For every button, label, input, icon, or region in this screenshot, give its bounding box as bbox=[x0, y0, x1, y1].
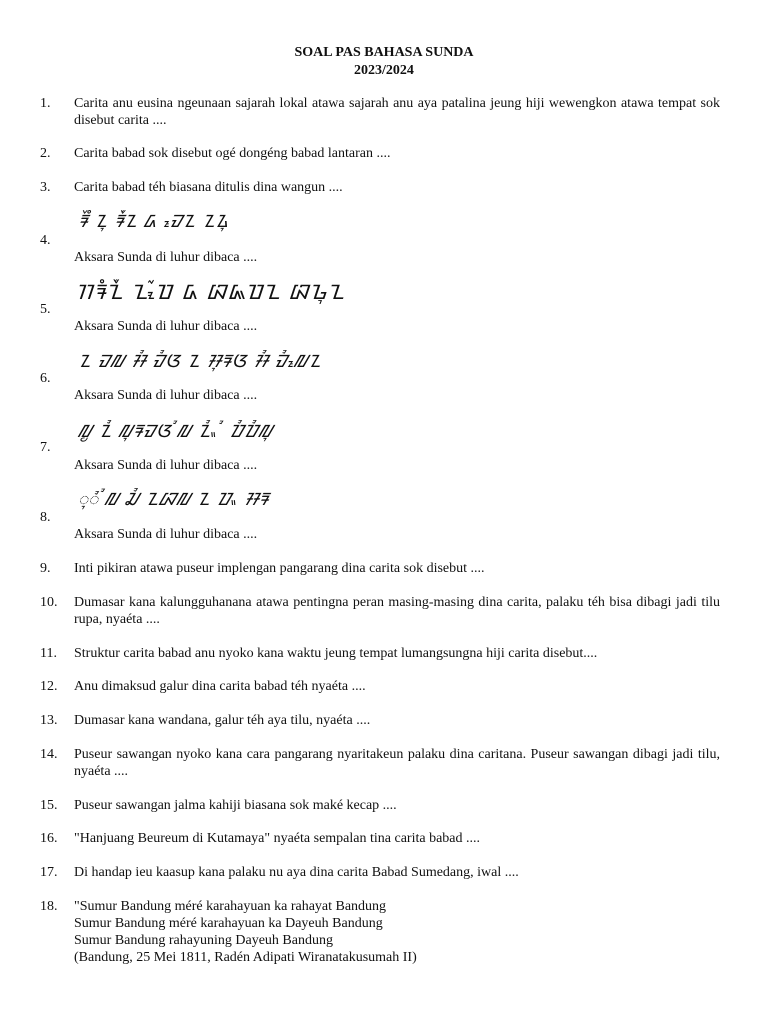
question-text: Carita babad sok disebut ogé dongéng babad lantaran .... bbox=[74, 146, 391, 161]
question-text: Puseur sawangan nyoko kana cara pangarang nyaritakeun palaku dina caritana. Puseur sawangan dibagi jadi tilu, nyaéta .... bbox=[74, 747, 720, 779]
question-text: Di handap ieu kaasup kana palaku nu aya dina carita Babad Sumedang, iwal .... bbox=[74, 865, 519, 880]
question-number: 9. bbox=[40, 561, 51, 576]
sundanese-script-text: ᮥᮤ ᮤᮜ ᮎᮤ ᮔᮘᮜ ᮔ ᮕᮂ ᮞᮛ bbox=[78, 490, 269, 510]
question-text: Anu dimaksud galur dina carita babad téh nyaéta .... bbox=[74, 679, 366, 694]
question-text: Dumasar kana wandana, galur téh aya tilu, nyaéta .... bbox=[74, 713, 371, 728]
question-number: 15. bbox=[40, 798, 58, 813]
question-8 bbox=[0, 492, 768, 552]
question-text: Aksara Sunda di luhur dibaca .... bbox=[74, 250, 258, 265]
question-number: 18. bbox=[40, 899, 58, 914]
question-text: Struktur carita babad anu nyoko kana waktu jeung tempat lumangsungna hiji carita disebut.... bbox=[74, 646, 598, 661]
poem-line: "Sumur Bandung méré karahayuan ka rahayat Bandung bbox=[74, 899, 387, 914]
question-number: 3. bbox=[40, 180, 51, 195]
question-4 bbox=[0, 214, 768, 274]
question-number: 11. bbox=[40, 646, 57, 661]
poem-line: Sumur Bandung méré karahayuan ka Dayeuh Bandung bbox=[74, 916, 383, 931]
question-6 bbox=[0, 354, 768, 414]
question-number: 7. bbox=[40, 440, 51, 455]
question-number: 12. bbox=[40, 679, 58, 694]
question-number: 14. bbox=[40, 747, 58, 762]
question-poem bbox=[74, 898, 720, 966]
sundanese-script-text: ᮔ ᮙᮜ ᮞᮤ ᮙᮤᮃ ᮔ ᮞᮥᮛᮃ ᮞᮤ ᮙᮤᮜᮦᮔ bbox=[78, 352, 322, 372]
question-text: Aksara Sunda di luhur dibaca .... bbox=[74, 458, 258, 473]
question-number: 5. bbox=[40, 302, 51, 317]
document-title: SOAL PAS BAHASA SUNDA bbox=[294, 45, 474, 60]
question-number: 6. bbox=[40, 371, 51, 386]
question-text: Dumasar kana kalungguhanana atawa pentingna peran masing-masing dina carita, palaku téh bisa dibagi jadi tilu rupa, nyaéta .... bbox=[74, 595, 720, 627]
sundanese-script-text: ᮊᮛᮀᮔᮩ ᮔᮧᮁᮕ ᮓ ᮘᮏᮕᮔ ᮘᮌᮥᮔ bbox=[78, 280, 347, 304]
question-text: "Hanjuang Beureum di Kutamaya" nyaéta sempalan tina carita babad .... bbox=[74, 831, 480, 846]
question-number: 10. bbox=[40, 595, 58, 610]
question-text: Carita babad téh biasana ditulis dina wangun .... bbox=[74, 180, 343, 195]
question-number: 1. bbox=[40, 96, 51, 111]
question-text: Puseur sawangan jalma kahiji biasana sok maké kecap .... bbox=[74, 798, 397, 813]
question-text: Aksara Sunda di luhur dibaca .... bbox=[74, 319, 258, 334]
question-text: Inti pikiran atawa puseur implengan pangarang dina carita sok disebut .... bbox=[74, 561, 485, 576]
question-number: 16. bbox=[40, 831, 58, 846]
document-year: 2023/2024 bbox=[354, 63, 414, 78]
question-7 bbox=[0, 424, 768, 484]
question-number: 4. bbox=[40, 233, 51, 248]
poem-line: (Bandung, 25 Mei 1811, Radén Adipati Wiranatakusumah II) bbox=[74, 950, 417, 965]
question-number: 2. bbox=[40, 146, 51, 161]
question-number: 8. bbox=[40, 510, 51, 525]
sundanese-script-text: ᮛᮨᮀ ᮔᮥ ᮛᮩᮔ ᮓ ᮙᮦᮔ ᮔᮍᮥ bbox=[78, 212, 229, 232]
poem-line: Sumur Bandung rahayuning Dayeuh Bandung bbox=[74, 933, 333, 948]
question-5 bbox=[0, 280, 768, 344]
question-text: Carita anu eusina ngeunaan sajarah lokal atawa sajarah anu aya patalina jeung hiji wewengkon atawa tempat sok disebut carita .... bbox=[74, 96, 720, 128]
question-number: 17. bbox=[40, 865, 58, 880]
question-text: Aksara Sunda di luhur dibaca .... bbox=[74, 527, 258, 542]
question-text: Aksara Sunda di luhur dibaca .... bbox=[74, 388, 258, 403]
question-number: 13. bbox=[40, 713, 58, 728]
sundanese-script-text: ᮜᮬ ᮔᮤ ᮜᮥᮛᮙᮃ ᮤᮜ ᮔᮤᮂ ᮤ ᮕᮤᮕᮤᮜᮥ bbox=[78, 422, 273, 442]
